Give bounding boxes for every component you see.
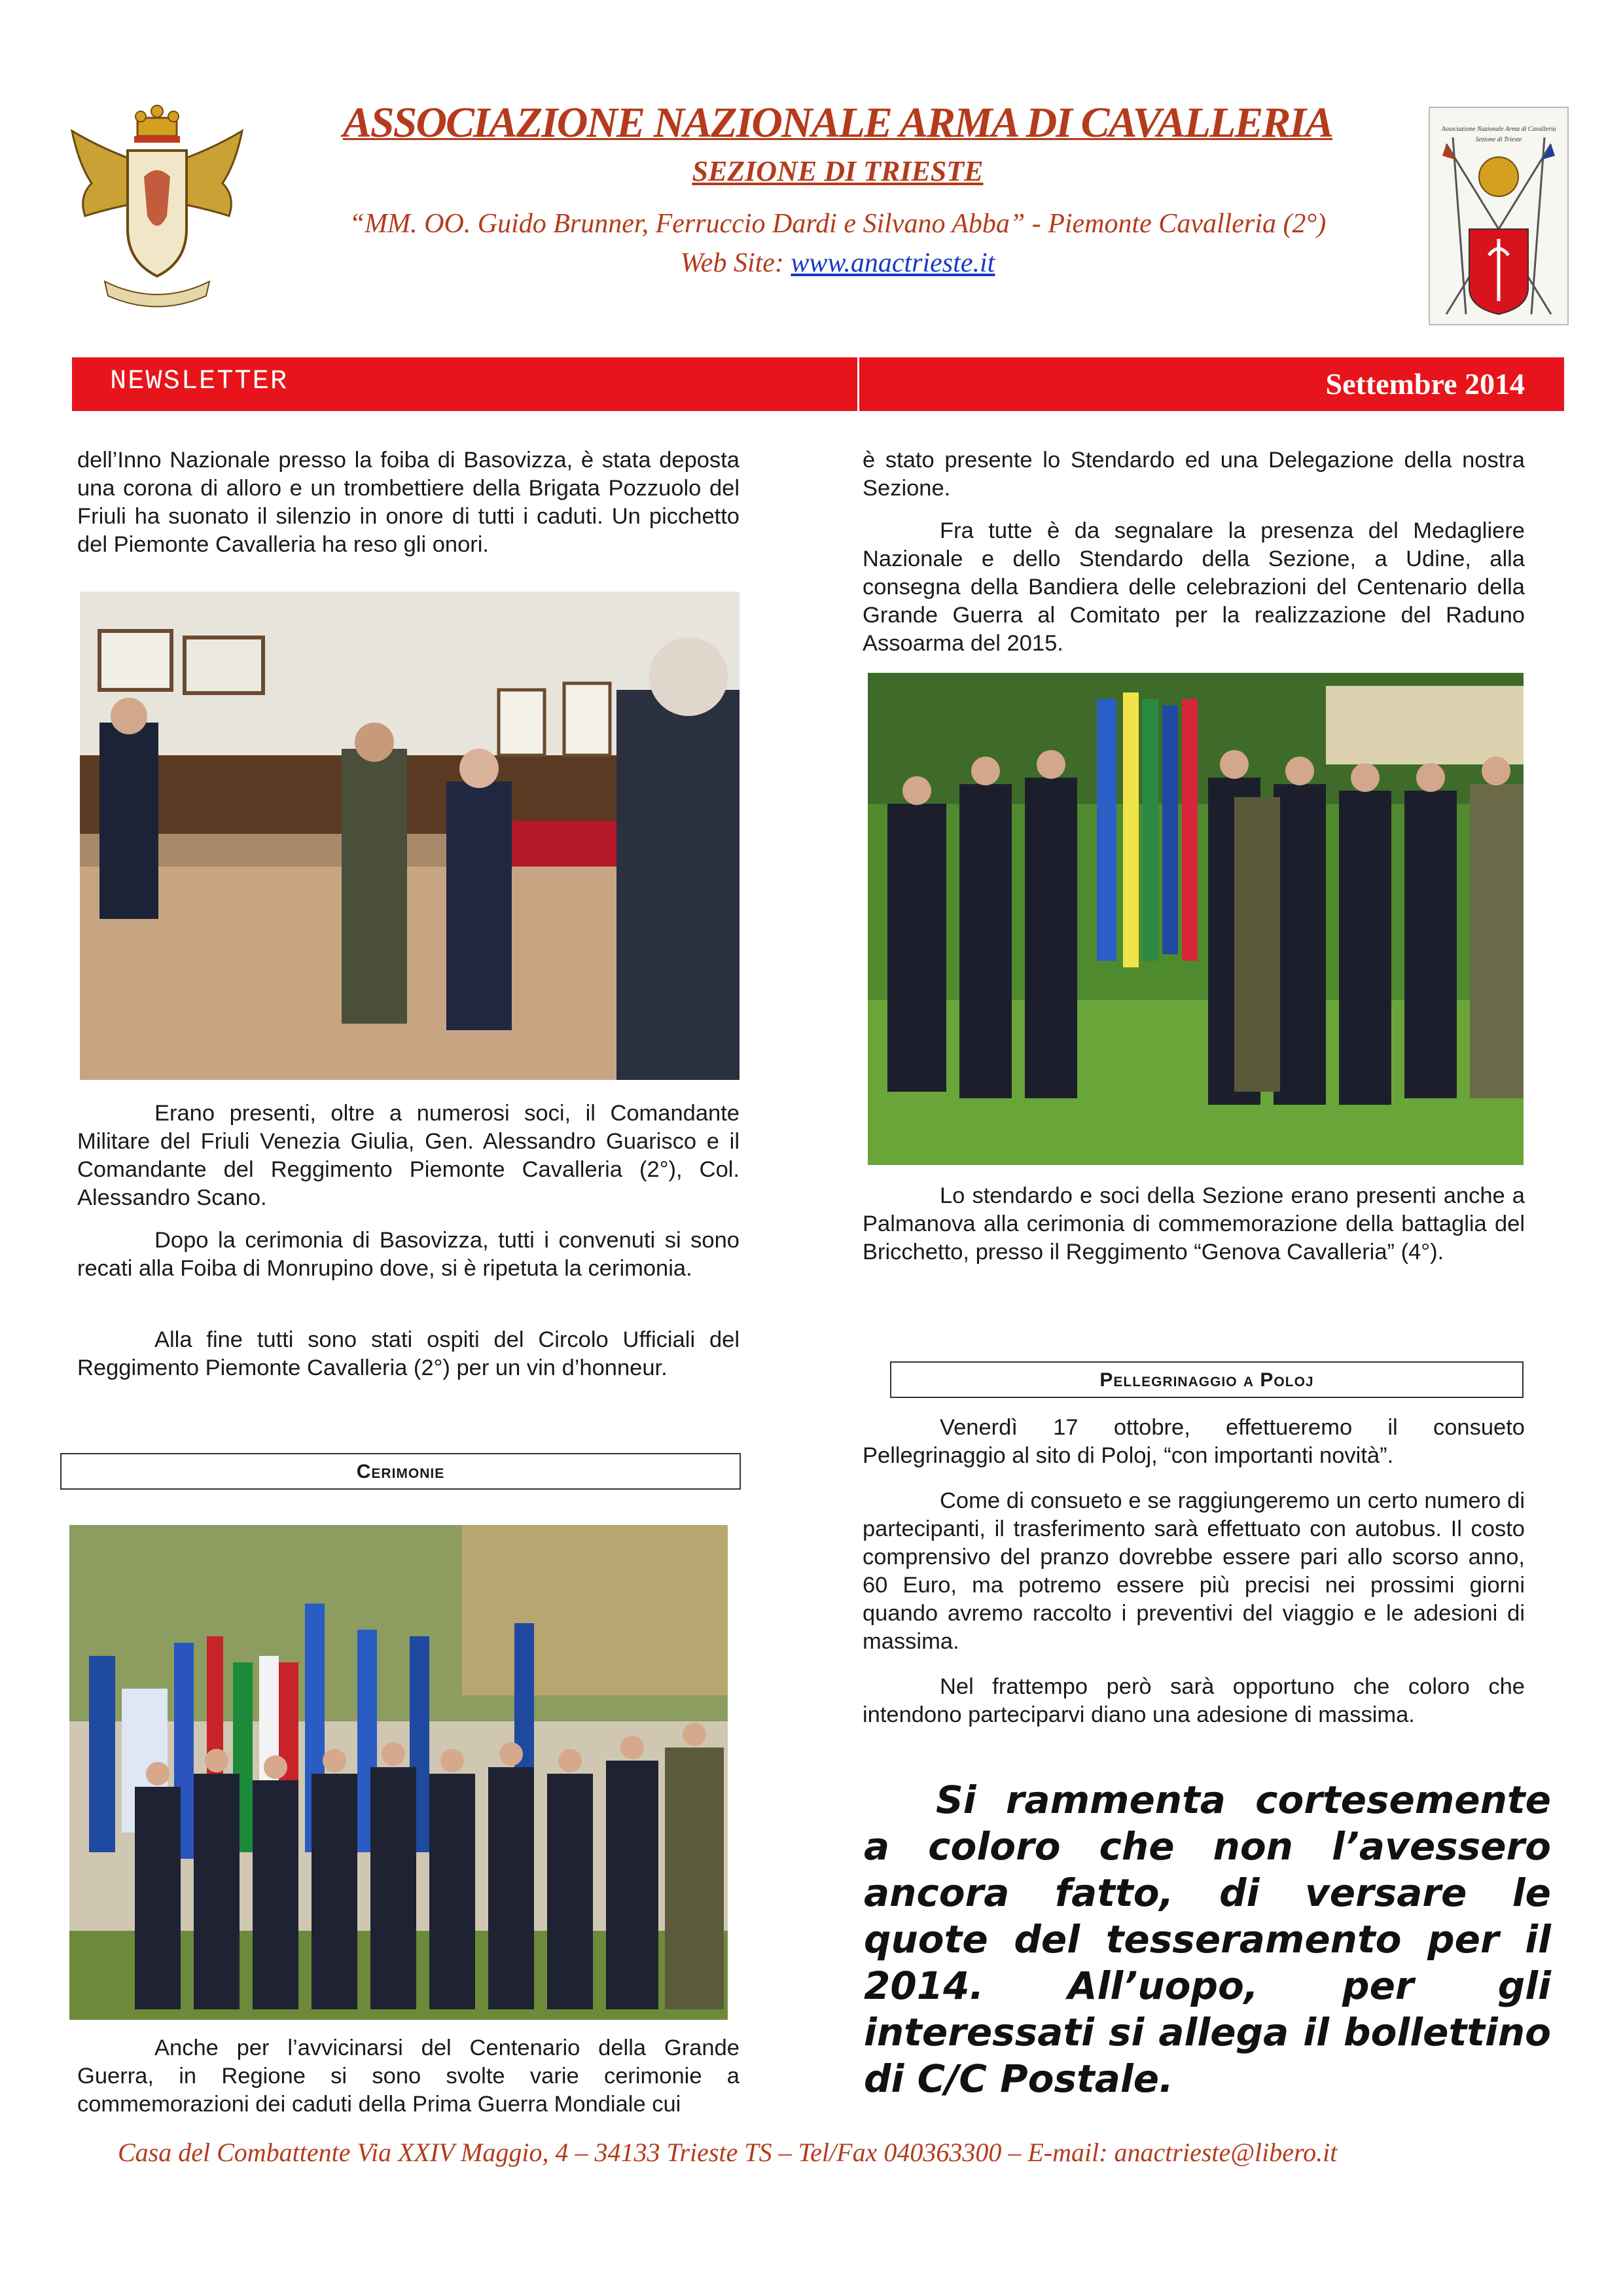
section-motto: “MM. OO. Guido Brunner, Ferruccio Dardi e Silvano Abba” - Piemonte Cavalleria (2°) (349, 209, 1327, 239)
banner-divider (857, 357, 859, 411)
flagpoles (1097, 692, 1198, 967)
left-paragraph-4: Alla fine tutti sono stati ospiti del Circolo Ufficiali del Reggimento Piemonte Cavalleria (2°) per un vin d’honneur. (77, 1327, 740, 1380)
section-subtitle: SEZIONE DI TRIESTE (692, 155, 984, 187)
left-paragraph-1: dell’Inno Nazionale presso la foiba di Basovizza, è stata deposta una corona di alloro e un trombettiere della Brigata Pozzuolo del Friuli ha suonato il silenzio in onore di tutti i caduti. Un picchetto del Piemonte Cavalleria ha reso gli onori. (77, 448, 740, 557)
website-label: Web Site: (680, 248, 791, 278)
left-paragraph-3: Dopo la cerimonia di Basovizza, tutti i convenuti si sono recati alla Foiba di Monrupino dove, si è ripetuta la cerimonia. (77, 1228, 740, 1281)
left-paragraph-5: Anche per l’avvicinarsi del Centenario della Grande Guerra, in Regione si sono svolte varie cerimonie a commemorazioni dei caduti della Prima Guerra Mondiale cui (77, 2036, 740, 2117)
association-crest-logo (65, 105, 249, 314)
right-paragraph-6: Nel frattempo però sarà opportuno che coloro che intendono parteciparvi diano una adesione di massima. (863, 1674, 1525, 1727)
right-paragraph-2: Fra tutte è da segnalare la presenza del Medagliere Nazionale e dello Stendardo della Sezione, a Udine, alla consegna della Bandiera delle celebrazioni del Centenario della Grande Guerra al Comitato per la realizzazione del Raduno Assoarma del 2015. (863, 518, 1525, 656)
section-title-pellegrinaggio: Pellegrinaggio a Poloj (890, 1361, 1524, 1398)
section-title-cerimonie: Cerimonie (60, 1453, 741, 1490)
emblem-icon (1479, 157, 1518, 196)
reminder-text: Si rammenta cortesemente a coloro che non l’avessero ancora fatto, di versare le quote del tesseramento per il 2014. All’uopo, per gli interessati si allega il bollettino di C/C Postale. (864, 1778, 1551, 2101)
newsletter-label: NEWSLETTER (110, 365, 289, 397)
left-paragraph-2: Erano presenti, oltre a numerosi soci, il Comandante Militare del Friuli Venezia Giulia, Gen. Alessandro Guarisco e il Comandante del Reggimento Piemonte Cavalleria (2°), Col. Alessandro Scano. (77, 1101, 740, 1210)
reception-photo (80, 592, 740, 1080)
ceremony-photo (69, 1525, 728, 2020)
svg-text:Associazione Nazionale Arma di: Associazione Nazionale Arma di Cavalleria (1441, 126, 1556, 133)
website-line (281, 247, 1394, 279)
right-paragraph-5: Come di consueto e se raggiungeremo un certo numero di partecipanti, il trasferimento sarà effettuato con autobus. Il costo comprensivo del pranzo dovrebbe essere pari allo scorso anno, 60 Euro, ma potremo essere più precisi nei prossimi giorni quando avremo raccolto i preventivi del viaggio e le adesioni di massima. (863, 1488, 1525, 1654)
section-trieste-logo (1427, 105, 1571, 327)
right-paragraph-1: è stato presente lo Stendardo ed una Delegazione della nostra Sezione. (863, 448, 1525, 501)
crown-icon (134, 105, 180, 143)
right-paragraph-3: Lo stendardo e soci della Sezione erano presenti anche a Palmanova alla cerimonia di commemorazione della battaglia del Bricchetto, presso il Reggimento “Genova Cavalleria” (4°). (863, 1183, 1525, 1265)
right-paragraph-4: Venerdì 17 ottobre, effettueremo il consueto Pellegrinaggio al sito di Poloj, “con importanti novità”. (863, 1415, 1525, 1468)
association-title: ASSOCIAZIONE NAZIONALE ARMA DI CAVALLERIA (342, 99, 1333, 147)
issue-date: Settembre 2014 (1325, 367, 1525, 401)
website-link[interactable]: www.anactrieste.it (791, 248, 995, 278)
footer-contact: Casa del Combattente Via XXIV Maggio, 4 – 34133 Trieste TS – Tel/Fax 040363300 – E-mail: anactrieste@libero.it (118, 2138, 1338, 2167)
standards-photo (868, 673, 1524, 1165)
svg-text:Sezione di Trieste: Sezione di Trieste (1475, 136, 1522, 143)
membership-reminder (864, 1777, 1551, 2102)
ribbon-icon (105, 281, 209, 307)
